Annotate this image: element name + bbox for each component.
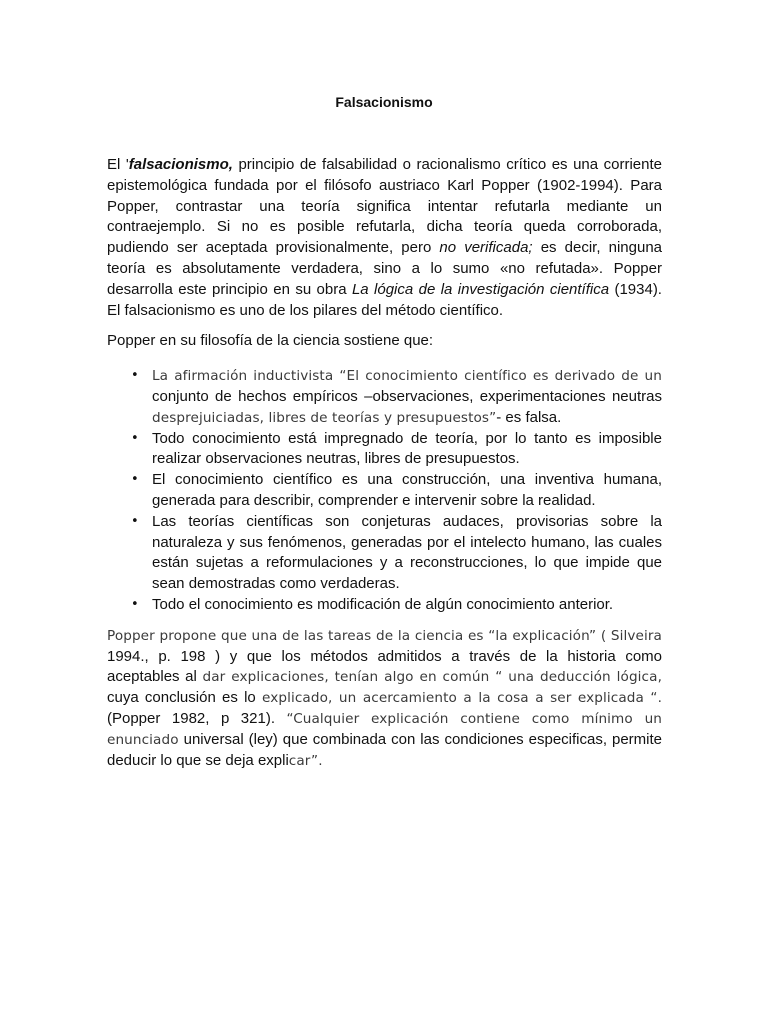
explanation-part-2: 1994., p. 198 ) y que los métodos admitidos a través de la historia como aceptables al — [107, 647, 662, 686]
intro-term-falsacionismo: falsacionismo, — [128, 156, 233, 173]
document-body — [107, 155, 662, 771]
bullet-item-modification: • Todo el conocimiento es modificación de algún conocimiento anterior. — [107, 595, 662, 616]
intro-text-middle: es decir, ninguna teoría es absolutamente verdadera, sino a lo sumo «no refutada». Popper desarrolla este principio en su obra — [107, 239, 662, 298]
bullet-list — [107, 366, 662, 616]
bullet-1-part-c: desprejuiciadas, libres de teorías y presupuestos” — [152, 409, 497, 426]
bullet-1-part-b: conjunto de hechos empíricos –observaciones, experimentaciones neutras — [152, 387, 662, 405]
explanation-part-1: Popper propone que una de las tareas de la ciencia es “la explicación” ( Silveira — [107, 627, 662, 644]
explanation-part-9: car”. — [288, 752, 323, 769]
explanation-part-4: cuya conclusión es lo — [107, 689, 262, 707]
intro-text-end: (1934). El falsacionismo es uno de los pilares del método científico. — [107, 280, 662, 319]
explanation-part-6: (Popper 1982, p 321). — [107, 709, 287, 727]
bullet-item-theory-laden: • Todo conocimiento está impregnado de teoría, por lo tanto es imposible realizar observaciones neutras, libres de presupuestos. — [107, 429, 662, 471]
bullet-item-inductivism — [107, 366, 662, 428]
document-title: Falsacionismo — [335, 94, 433, 110]
explanation-part-8: universal (ley) que combinada con las condiciones especificas, permite deducir lo que se deja expli — [107, 730, 662, 769]
intro-text-definition: principio de falsabilidad o racionalismo crítico es una corriente epistemológica fundada por el filósofo austriaco Karl Popper (1902-1994). Para Popper, contrastar una teoría significa intentar refutarla mediante un contraejemplo. Si no es posible refutarla, dicha teoría queda corroborada, pudiendo ser aceptada provisionalmente, pero — [107, 156, 662, 257]
explanation-part-7: “Cualquier explicación contiene como mínimo un enunciado — [107, 710, 662, 748]
intro-paragraph — [107, 155, 662, 321]
bullet-item-construction: • El conocimiento científico es una construcción, una inventiva humana, generada para describir, comprender e intervenir sobre la realidad. — [107, 470, 662, 512]
bullet-1-part-d: - es falsa. — [496, 408, 562, 426]
bullet-item-conjectures: • Las teorías científicas son conjeturas audaces, provisorias sobre la naturaleza y sus fenómenos, generadas por el intelecto humano, las cuales están sujetas a reformulaciones y a reconstrucciones, lo que impide que sean demostradas como verdaderas. — [107, 512, 662, 595]
bullet-1-part-a: La afirmación inductivista “El conocimiento científico es derivado de un — [152, 368, 662, 385]
intro-italic-no-verificada: no verificada; — [439, 239, 533, 257]
intro-text-start: El — [107, 156, 126, 173]
intro-apostrophe: ' — [125, 156, 129, 173]
intro-italic-book-title: La lógica de la investigación científica — [351, 280, 610, 298]
lead-paragraph: Popper en su filosofía de la ciencia sostiene que: — [107, 332, 434, 350]
explanation-part-5: explicado, un acercamiento a la cosa a ser explicada “. — [262, 690, 662, 707]
explanation-paragraph — [107, 626, 662, 772]
explanation-part-3: dar explicaciones, tenían algo en común “ una deducción lógica, — [202, 669, 662, 686]
